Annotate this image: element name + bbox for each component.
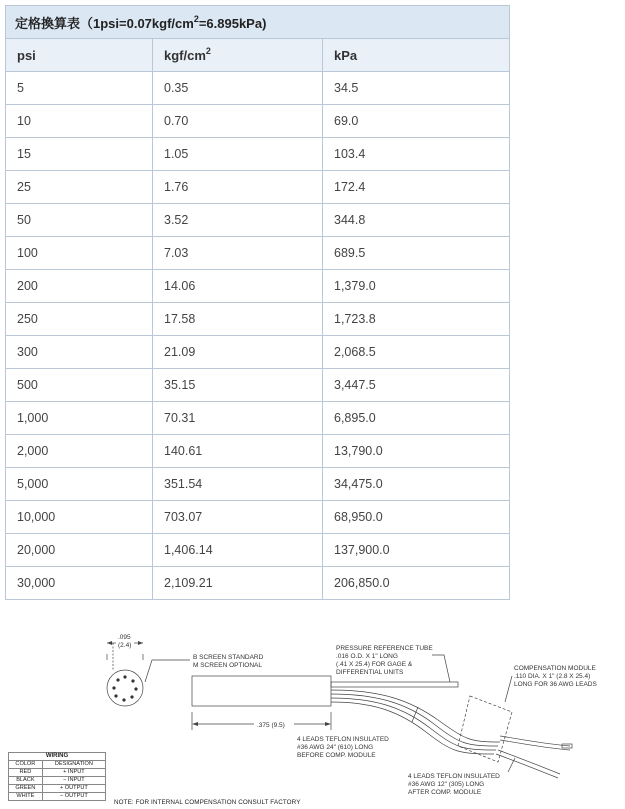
tube-label-4: DIFFERENTIAL UNITS bbox=[336, 669, 404, 676]
leader-line bbox=[432, 655, 450, 682]
cell-psi: 20,000 bbox=[6, 534, 153, 567]
pin-dot bbox=[112, 686, 115, 689]
cell-kpa: 34.5 bbox=[323, 72, 510, 105]
cell-kpa: 1,723.8 bbox=[323, 303, 510, 336]
wiring-col-color: COLOR bbox=[9, 761, 43, 769]
table-row bbox=[6, 501, 510, 534]
cell-kgf: 0.35 bbox=[153, 72, 323, 105]
wire-designation: − OUTPUT bbox=[42, 793, 105, 801]
table-row bbox=[6, 567, 510, 600]
wiring-row bbox=[9, 793, 106, 801]
cell-psi: 30,000 bbox=[6, 567, 153, 600]
cell-psi: 300 bbox=[6, 336, 153, 369]
table-row bbox=[6, 468, 510, 501]
cell-psi: 50 bbox=[6, 204, 153, 237]
factory-note: NOTE: FOR INTERNAL COMPENSATION CONSULT FACTORY bbox=[114, 799, 301, 806]
cell-psi: 5 bbox=[6, 72, 153, 105]
cell-kgf: 0.70 bbox=[153, 105, 323, 138]
cell-kpa: 206,850.0 bbox=[323, 567, 510, 600]
wire-color: WHITE bbox=[9, 793, 43, 801]
header-kgf bbox=[153, 39, 323, 72]
cell-kgf: 703.07 bbox=[153, 501, 323, 534]
cell-kgf: 3.52 bbox=[153, 204, 323, 237]
cell-psi: 15 bbox=[6, 138, 153, 171]
cell-kgf: 1.05 bbox=[153, 138, 323, 171]
cell-psi: 200 bbox=[6, 270, 153, 303]
pin-dot bbox=[116, 678, 119, 681]
wiring-row bbox=[9, 777, 106, 785]
cell-psi: 250 bbox=[6, 303, 153, 336]
table-row bbox=[6, 72, 510, 105]
table-row bbox=[6, 435, 510, 468]
cell-kgf: 351.54 bbox=[153, 468, 323, 501]
cell-kpa: 344.8 bbox=[323, 204, 510, 237]
cell-psi: 500 bbox=[6, 369, 153, 402]
cell-psi: 10 bbox=[6, 105, 153, 138]
sensor-body bbox=[192, 676, 331, 706]
cell-kpa: 6,895.0 bbox=[323, 402, 510, 435]
lead-wire bbox=[496, 754, 558, 778]
table-row bbox=[6, 138, 510, 171]
comp-label-1: COMPENSATION MODULE bbox=[514, 665, 596, 672]
leader-line bbox=[145, 660, 190, 682]
cell-kgf: 70.31 bbox=[153, 402, 323, 435]
cell-kgf: 1,406.14 bbox=[153, 534, 323, 567]
leads-after-label-3: AFTER COMP. MODULE bbox=[408, 789, 482, 796]
wiring-row bbox=[9, 769, 106, 777]
lead-wire bbox=[331, 690, 500, 742]
cell-kpa: 172.4 bbox=[323, 171, 510, 204]
leads-after-label-2: #36 AWG 12" (305) LONG bbox=[408, 781, 485, 788]
pin-dot bbox=[131, 679, 134, 682]
cell-kgf: 1.76 bbox=[153, 171, 323, 204]
cell-kpa: 2,068.5 bbox=[323, 336, 510, 369]
conversion-table bbox=[5, 5, 510, 600]
cell-psi: 25 bbox=[6, 171, 153, 204]
length-label: .375 (9.5) bbox=[257, 722, 285, 729]
cell-kpa: 689.5 bbox=[323, 237, 510, 270]
cell-kgf: 17.58 bbox=[153, 303, 323, 336]
cell-kpa: 68,950.0 bbox=[323, 501, 510, 534]
cell-kpa: 1,379.0 bbox=[323, 270, 510, 303]
cell-kpa: 69.0 bbox=[323, 105, 510, 138]
reference-tube bbox=[331, 682, 458, 687]
diameter-mm-label: (2.4) bbox=[118, 642, 132, 649]
caption-superscript: 2 bbox=[193, 13, 199, 24]
cell-kpa: 34,475.0 bbox=[323, 468, 510, 501]
leads-before-label-2: #36 AWG 24" (610) LONG bbox=[297, 744, 374, 751]
pin-dot bbox=[122, 698, 125, 701]
cell-psi: 10,000 bbox=[6, 501, 153, 534]
table-row bbox=[6, 369, 510, 402]
wiring-table bbox=[8, 752, 106, 801]
table-row bbox=[6, 303, 510, 336]
wiring-row bbox=[9, 785, 106, 793]
pin-dot bbox=[123, 675, 126, 678]
wire-color: BLACK bbox=[9, 777, 43, 785]
leads-after-label-1: 4 LEADS TEFLON INSULATED bbox=[408, 773, 500, 780]
wiring-col-designation: DESIGNATION bbox=[42, 761, 105, 769]
cell-psi: 100 bbox=[6, 237, 153, 270]
cell-kpa: 137,900.0 bbox=[323, 534, 510, 567]
wire-color: GREEN bbox=[9, 785, 43, 793]
cell-kgf: 7.03 bbox=[153, 237, 323, 270]
tube-label-3: (.41 X 25.4) FOR GAGE & bbox=[336, 661, 413, 668]
cell-kgf: 21.09 bbox=[153, 336, 323, 369]
cell-kgf: 35.15 bbox=[153, 369, 323, 402]
table-caption bbox=[6, 6, 510, 39]
leads-before-label-1: 4 LEADS TEFLON INSULATED bbox=[297, 736, 389, 743]
cell-psi: 1,000 bbox=[6, 402, 153, 435]
cell-kgf: 140.61 bbox=[153, 435, 323, 468]
cell-kpa: 3,447.5 bbox=[323, 369, 510, 402]
header-kgf-superscript: 2 bbox=[205, 45, 211, 56]
table-row bbox=[6, 402, 510, 435]
cell-psi: 5,000 bbox=[6, 468, 153, 501]
cell-kgf: 2,109.21 bbox=[153, 567, 323, 600]
caption-text: 定格換算表（1psi=0.07kgf/cm bbox=[15, 15, 194, 31]
lead-wire bbox=[500, 736, 570, 746]
wire-designation: + INPUT bbox=[42, 769, 105, 777]
leader-line bbox=[505, 676, 512, 702]
leader-line bbox=[412, 707, 418, 722]
header-kpa: kPa bbox=[323, 39, 510, 72]
pin-dot bbox=[130, 695, 133, 698]
comp-label-3: LONG FOR 36 AWG LEADS bbox=[514, 681, 597, 688]
wiring-title: WIRING bbox=[9, 753, 106, 761]
screen-label-1: B SCREEN STANDARD bbox=[193, 654, 264, 661]
header-psi: psi bbox=[6, 39, 153, 72]
table-row bbox=[6, 270, 510, 303]
cell-kpa: 103.4 bbox=[323, 138, 510, 171]
table-row bbox=[6, 204, 510, 237]
diameter-label: .095 bbox=[118, 634, 131, 641]
leads-before-label-3: BEFORE COMP. MODULE bbox=[297, 752, 376, 759]
table-row bbox=[6, 336, 510, 369]
pin-dot bbox=[114, 694, 117, 697]
table-row bbox=[6, 171, 510, 204]
screen-label-2: M SCREEN OPTIONAL bbox=[193, 662, 262, 669]
lead-wire bbox=[498, 750, 560, 774]
arrowhead bbox=[325, 722, 331, 726]
arrowhead bbox=[192, 722, 198, 726]
cell-kgf: 14.06 bbox=[153, 270, 323, 303]
cell-psi: 2,000 bbox=[6, 435, 153, 468]
wire-color: RED bbox=[9, 769, 43, 777]
comp-label-2: .110 DIA. X 1" (2.8 X 25.4) bbox=[514, 673, 591, 680]
tube-label-1: PRESSURE REFERENCE TUBE bbox=[336, 645, 433, 652]
pin-dot bbox=[134, 687, 137, 690]
wire-designation: − INPUT bbox=[42, 777, 105, 785]
wire-designation: + OUTPUT bbox=[42, 785, 105, 793]
arrowhead bbox=[138, 641, 143, 645]
arrowhead bbox=[107, 641, 112, 645]
header-kgf-label: kgf/cm bbox=[164, 47, 206, 63]
table-row bbox=[6, 237, 510, 270]
table-row bbox=[6, 534, 510, 567]
table-row bbox=[6, 105, 510, 138]
tube-label-2: .016 O.D. X 1" LONG bbox=[336, 653, 398, 660]
cell-kpa: 13,790.0 bbox=[323, 435, 510, 468]
caption-text-end: =6.895kPa) bbox=[198, 15, 267, 31]
